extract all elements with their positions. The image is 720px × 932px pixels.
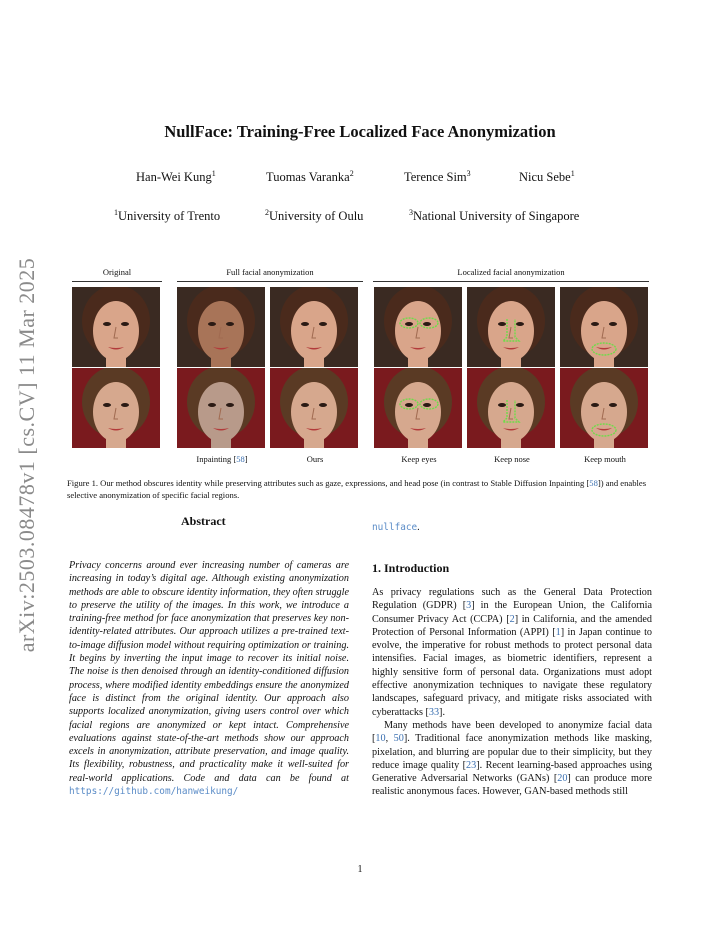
figure-group-header: Localized facial anonymization xyxy=(457,267,565,277)
face-image-ours xyxy=(270,287,358,367)
face-image-keep-mouth xyxy=(560,287,648,367)
face-image-keep-nose xyxy=(467,368,555,448)
face-image-original xyxy=(72,287,160,367)
face-image-ours xyxy=(270,368,358,448)
figure-caption: Figure 1. Our method obscures identity while preserving attributes such as gaze, expressions, and head pose (in contrast to Stable Diffusion Inpainting [58]) and enables selective anonymization of specific facial regions. xyxy=(67,478,647,501)
author: Nicu Sebe$^1$ xyxy=(519,169,575,184)
code-url[interactable]: https://github.com/hanweikung/ xyxy=(69,786,239,798)
affiliation: $^2$University of Oulu xyxy=(265,208,364,223)
face-image-inpainting xyxy=(177,287,265,367)
paragraph: As privacy regulations such as the General Data Protection Regulation (GDPR) [3] in the European Union, the California Consumer Privacy Act (CCPA) [2] in California, and the amended Protection of Personal Information (APPI) [1] in Japan continue to evolve, the imperative for robust methods to protect personal data intensifies. Facial images, as biometric identifiers, represent a highly sensitive form of personal data. Organizations must adopt effective anonymization techniques to navigate these regulatory landscapes, safeguard privacy, and mitigate risks associated with cyberattacks [33]. xyxy=(372,587,653,718)
figure-rule xyxy=(177,281,363,282)
face-image-inpainting xyxy=(177,368,265,448)
code-url-continued: nullface. xyxy=(372,522,420,533)
citation-link[interactable]: 1 xyxy=(555,626,561,638)
column-label-keep-nose: Keep nose xyxy=(494,454,530,464)
paragraph: Many methods have been developed to anonymize facial data [10, 50]. Traditional face anonymization methods like masking, pixelation, and blurring are popular due to their simplicity, but they reduce image quality [23]. Recent learning-based approaches using Generative Adversarial Networks (GANs) [20] can produce more realistic anonymous faces. However, GAN-based methods still xyxy=(372,719,653,798)
figure-rule xyxy=(72,281,162,282)
figure-group-header: Full facial anonymization xyxy=(226,267,314,277)
author: Tuomas Varanka$^2$ xyxy=(266,169,354,184)
author: Han-Wei Kung$^1$ xyxy=(136,169,216,184)
paper-title: NullFace: Training-Free Localized Face Anonymization xyxy=(164,122,556,141)
citation-link[interactable]: 10 xyxy=(375,733,386,745)
section-heading-introduction: 1. Introduction xyxy=(372,561,450,575)
affiliation: $^3$National University of Singapore xyxy=(409,208,580,223)
introduction-body xyxy=(372,586,652,799)
column-label-inpainting: Inpainting [58] xyxy=(196,454,248,464)
affiliation: $^1$University of Trento xyxy=(114,208,221,223)
citation-link[interactable]: 2 xyxy=(509,613,515,625)
column-label-ours: Ours xyxy=(306,454,324,464)
author: Terence Sim$^3$ xyxy=(404,169,471,184)
citation-link[interactable]: 20 xyxy=(557,773,568,785)
citation-link[interactable]: 33 xyxy=(428,706,440,718)
face-image-keep-eyes xyxy=(374,368,462,448)
column-label-keep-eyes: Keep eyes xyxy=(401,454,437,464)
figure-rule xyxy=(373,281,649,282)
code-url-part[interactable]: nullface xyxy=(372,522,418,533)
face-image-keep-eyes xyxy=(374,287,462,367)
citation-link[interactable]: 23 xyxy=(466,759,477,771)
face-image-keep-nose xyxy=(467,287,555,367)
column-label-keep-mouth: Keep mouth xyxy=(584,454,626,464)
figure-group-header: Original xyxy=(102,267,132,277)
abstract-body: Privacy concerns around ever increasing number of cameras are increasing in today’s digital age. Although existing anonymization methods are able to obscure identity information, they often struggle to preserve the utility of the images. In this work, we introduce a training-free method for face anonymization that preserves key non-identity-related attributes. Our approach utilizes a pre-trained text-to-image diffusion model without requiring optimization or training. It begins by inverting the input image to recover its initial noise. The noise is then denoised through an identity-conditioned diffusion process, where modified identity embeddings ensure the anonymized face is distinct from the original identity. Our approach also supports localized anonymization, giving users control over which facial regions are anonymized or kept intact. Comprehensive evaluations against state-of-the-art methods show our approach excels in anonymization, attribute preservation, and image quality. Its flexibility, robustness, and practicality make it well-suited for real-world applications. Code and data can be found at https://github.com/hanweikung/ xyxy=(69,560,349,798)
arxiv-stamp xyxy=(12,245,42,665)
citation-link[interactable]: 50 xyxy=(393,733,404,745)
page-number: 1 xyxy=(357,864,363,875)
face-image-keep-mouth xyxy=(560,368,648,448)
citation-link[interactable]: 3 xyxy=(466,600,472,612)
abstract-heading: Abstract xyxy=(181,514,226,528)
face-image-original xyxy=(72,368,160,448)
arxiv-stamp-text: arXiv:2503.08478v1 [cs.CV] 11 Mar 2025 xyxy=(14,257,39,653)
